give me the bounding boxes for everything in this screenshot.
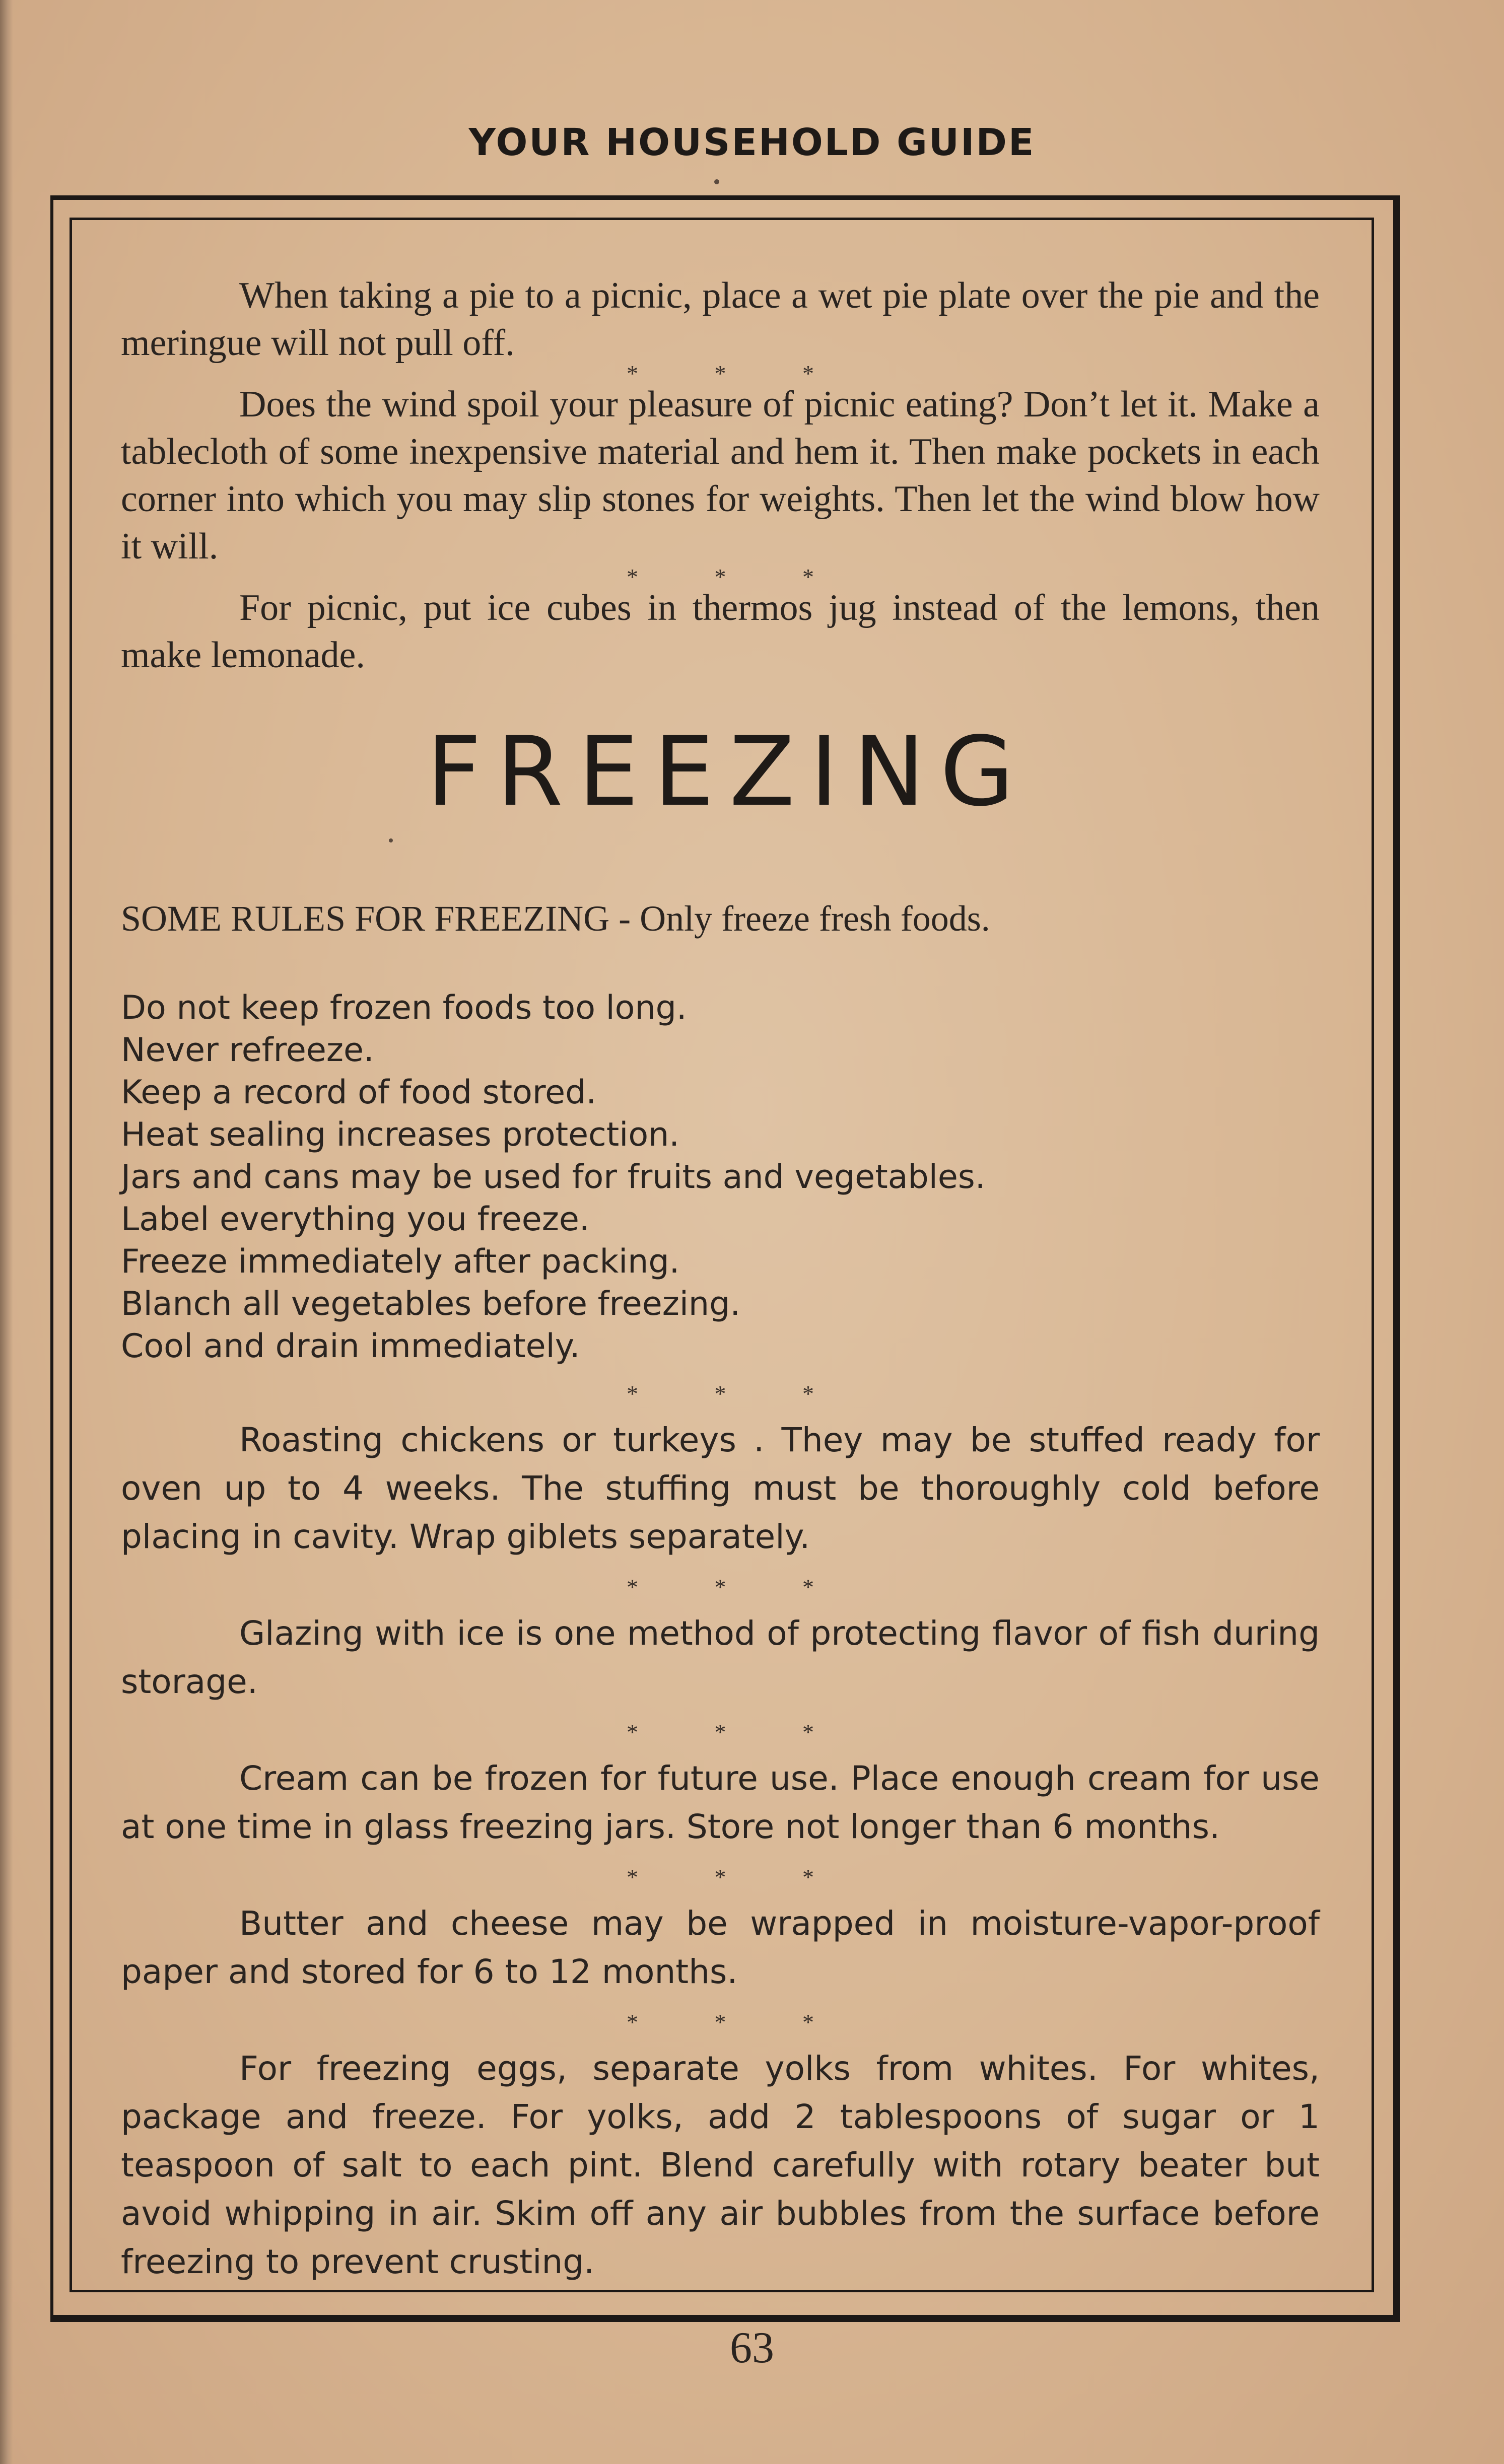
picnic-tip-pie: When taking a pie to a picnic, place a wet pie plate over the pie and the meringue will not pull off.	[121, 275, 1320, 364]
ink-speck	[714, 179, 719, 184]
separator-asterisks: * * *	[627, 564, 849, 590]
list-item: Blanch all vegetables before freezing.	[121, 1285, 741, 1323]
separator-asterisks: * * *	[627, 1381, 849, 1406]
ink-speck	[389, 838, 393, 842]
page-number: 63	[730, 2324, 774, 2372]
separator-asterisks: * * *	[627, 1719, 849, 1745]
list-item: Cool and drain immediately.	[121, 1327, 580, 1365]
freezing-tip-poultry: Roasting chickens or turkeys . They may be stuffed ready for oven up to 4 weeks. The stuffing must be thoroughly cold before placing in cavity. Wrap giblets separately.	[121, 1421, 1320, 1556]
separator-asterisks: * * *	[627, 1574, 849, 1600]
list-item: Heat sealing increases protection.	[121, 1116, 679, 1154]
page-content	[121, 272, 1320, 2286]
list-item: Never refreeze.	[121, 1031, 374, 1069]
separator-asterisks: * * *	[627, 361, 849, 386]
list-item: Do not keep frozen foods too long.	[121, 989, 687, 1027]
freezing-tip-cream: Cream can be frozen for future use. Place enough cream for use at one time in glass freezing jars. Store not longer than 6 months.	[121, 1759, 1320, 1846]
separator-asterisks: * * *	[627, 2009, 849, 2035]
list-item: Keep a record of food stored.	[121, 1074, 597, 1111]
rules-intro: SOME RULES FOR FREEZING - Only freeze fresh foods.	[121, 898, 990, 939]
picnic-tip-lemonade: For picnic, put ice cubes in thermos jug instead of the lemons, then make lemonade.	[121, 587, 1320, 676]
section-title: FREEZING	[426, 716, 1030, 827]
list-item: Label everything you freeze.	[121, 1201, 590, 1238]
picnic-tip-tablecloth: Does the wind spoil your pleasure of picnic eating? Don’t let it. Make a tablecloth of some inexpensive material and hem it. Then make pockets in each corner into which you may slip stones for weights. Then let the wind blow how it will.	[121, 384, 1320, 567]
page-binding-edge	[0, 0, 13, 2464]
freezing-tip-butter-cheese: Butter and cheese may be wrapped in moisture-vapor-proof paper and stored for 6 to 12 months.	[121, 1904, 1320, 1991]
list-item: Jars and cans may be used for fruits and vegetables.	[121, 1158, 986, 1196]
freezing-tip-eggs: For freezing eggs, separate yolks from whites. For whites, package and freeze. For yolks, add 2 tablespoons of sugar or 1 teaspoon of salt to each pint. Blend carefully with rotary beater but avoid whipping in air. Skim off any air bubbles from the surface before freezing to prevent crusting.	[121, 2049, 1320, 2281]
list-item: Freeze immediately after packing.	[121, 1243, 680, 1281]
freezing-rules-list	[121, 987, 1320, 1368]
running-header: YOUR HOUSEHOLD GUIDE	[468, 121, 1036, 164]
separator-asterisks: * * *	[627, 1864, 849, 1890]
freezing-tip-fish: Glazing with ice is one method of protecting flavor of fish during storage.	[121, 1614, 1320, 1701]
